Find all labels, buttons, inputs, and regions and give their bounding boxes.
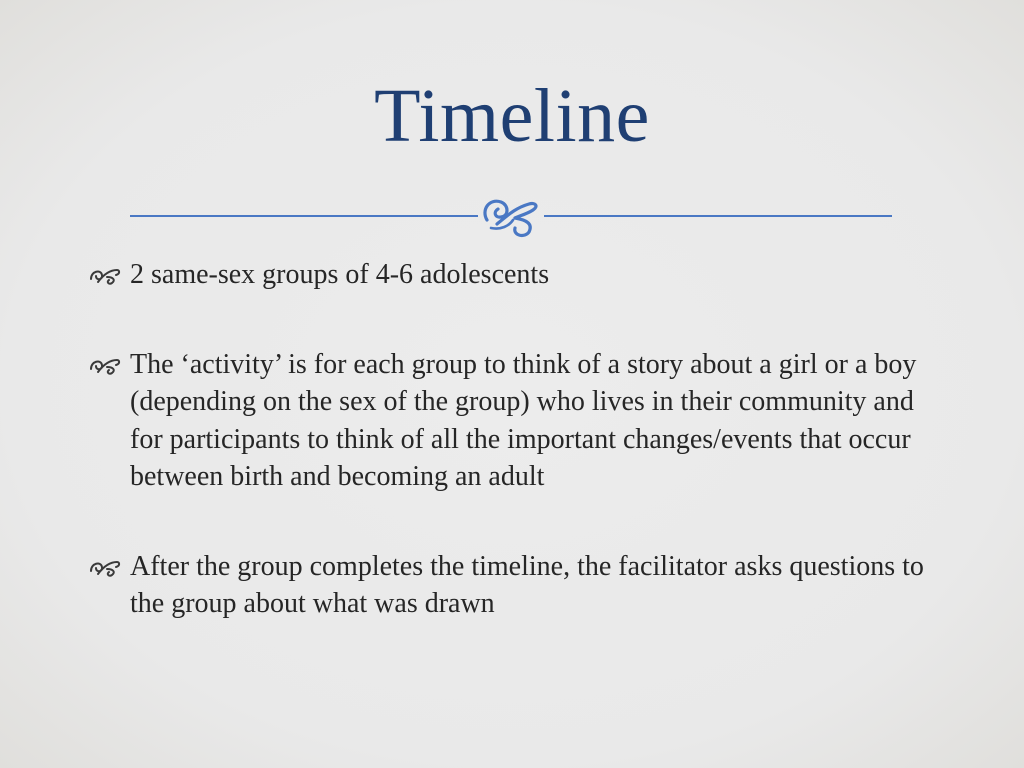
- slide-title: Timeline: [374, 74, 650, 158]
- divider-line-right: [544, 215, 892, 217]
- bullet-text: After the group completes the timeline, the facilitator asks questions to the group about what was drawn: [130, 550, 924, 619]
- bullet-item: [88, 256, 948, 294]
- bullet-text: 2 same-sex groups of 4-6 adolescents: [130, 259, 550, 290]
- swirl-bullet-icon: [88, 556, 122, 578]
- bullet-list: [88, 256, 948, 623]
- swirl-bullet-icon: [88, 264, 122, 286]
- flourish-icon: [473, 190, 549, 238]
- divider-line-left: [130, 215, 478, 217]
- bullet-item: [88, 346, 948, 496]
- title-divider: [130, 190, 892, 238]
- bullet-item: [88, 548, 948, 623]
- bullet-text: The ‘activity’ is for each group to think of a story about a girl or a boy (depending on the sex of the group) who lives in their community and for participants to think of all the important changes/events that occur between birth and becoming an adult: [130, 348, 917, 492]
- swirl-bullet-icon: [88, 354, 122, 376]
